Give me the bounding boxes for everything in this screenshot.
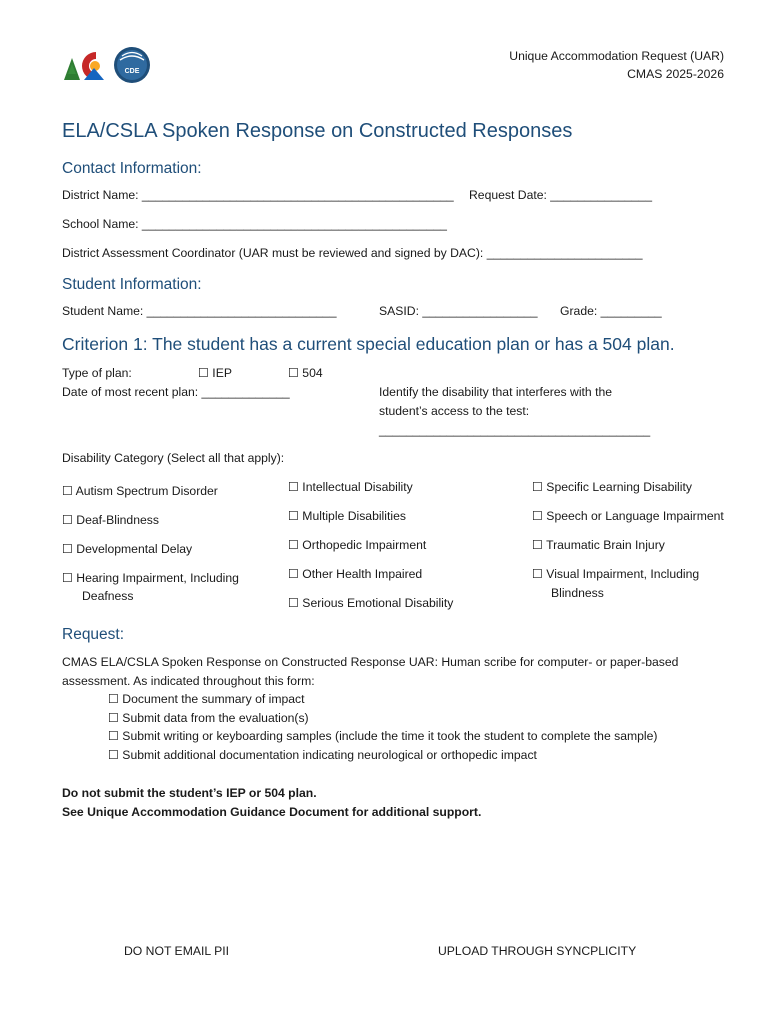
checkbox-speech-language-impairment[interactable]: ☐ Speech or Language Impairment [532,509,724,523]
checkbox-specific-learning-disability[interactable]: ☐ Specific Learning Disability [532,480,692,494]
request-line2: assessment. As indicated throughout this form: [62,674,315,688]
checkbox-intellectual-disability[interactable]: ☐ Intellectual Disability [288,480,413,494]
plan-type-label: Type of plan: [62,366,132,380]
footer-upload: UPLOAD THROUGH SYNCPLICITY [438,944,637,958]
grade-field[interactable]: Grade: _________ [560,304,662,318]
dac-field[interactable]: District Assessment Coordinator (UAR must be reviewed and signed by DAC): _______________________ [62,246,643,260]
plan-504-checkbox[interactable]: ☐ 504 [288,366,323,380]
page-title: ELA/CSLA Spoken Response on Constructed Responses [62,120,573,142]
logo-area [62,44,152,86]
checkbox-traumatic-brain-injury[interactable]: ☐ Traumatic Brain Injury [532,538,665,552]
note-no-iep: Do not submit the student’s IEP or 504 plan. [62,786,317,800]
checkbox-developmental-delay[interactable]: ☐ Developmental Delay [62,542,193,556]
checkbox-serious-emotional-disability[interactable]: ☐ Serious Emotional Disability [288,596,454,610]
request-item-summary[interactable]: ☐ Document the summary of impact [108,692,305,706]
checkbox-multiple-disabilities[interactable]: ☐ Multiple Disabilities [288,509,406,523]
checkbox-visual-impairment[interactable]: ☐ Visual Impairment, Including [532,567,700,581]
checkbox-deaf-blindness[interactable]: ☐ Deaf-Blindness [62,513,159,527]
checkbox-hearing-impairment[interactable]: ☐ Hearing Impairment, Including [62,571,239,585]
colorado-logo [62,44,152,86]
sasid-field[interactable]: SASID: _________________ [379,304,538,318]
checkbox-autism[interactable]: ☐ Autism Spectrum Disorder [62,484,218,498]
disability-category-heading: Disability Category (Select all that apply): [62,451,285,465]
header-line1: Unique Accommodation Request (UAR) [509,49,724,63]
school-name-field[interactable]: School Name: _____________________________________________ [62,217,447,231]
request-date-field[interactable]: Request Date: _______________ [469,188,652,202]
request-item-samples[interactable]: ☐ Submit writing or keyboarding samples (include the time it took the student to complete the sample) [108,729,658,743]
identify-disability-line1: Identify the disability that interferes with the [379,385,613,399]
visual-impairment-continued: Blindness [551,586,604,600]
contact-heading: Contact Information: [62,160,202,177]
student-name-field[interactable]: Student Name: ____________________________ [62,304,337,318]
footer-no-email: DO NOT EMAIL PII [124,944,229,958]
note-guidance: See Unique Accommodation Guidance Document for additional support. [62,805,482,819]
iep-checkbox[interactable]: ☐ IEP [198,366,232,380]
request-heading: Request: [62,626,125,643]
request-item-documentation[interactable]: ☐ Submit additional documentation indicating neurological or orthopedic impact [108,748,537,762]
recent-plan-date-field[interactable]: Date of most recent plan: _____________ [62,385,290,399]
identify-disability-field[interactable]: ________________________________________ [379,423,651,437]
checkbox-orthopedic-impairment[interactable]: ☐ Orthopedic Impairment [288,538,427,552]
district-name-field[interactable]: District Name: ______________________________________________ [62,188,454,202]
request-item-data[interactable]: ☐ Submit data from the evaluation(s) [108,711,309,725]
header-line2: CMAS 2025-2026 [627,67,724,81]
student-heading: Student Information: [62,276,202,293]
request-line1: CMAS ELA/CSLA Spoken Response on Constructed Response UAR: Human scribe for computer- or paper-based [62,655,679,669]
criterion-heading: Criterion 1: The student has a current special education plan or has a 504 plan. [62,334,675,354]
hearing-impairment-continued: Deafness [82,589,134,603]
cde-logo-text: CDE [124,68,140,75]
identify-disability-line2: student’s access to the test: [379,404,530,418]
header-block [509,47,724,83]
checkbox-other-health-impaired[interactable]: ☐ Other Health Impaired [288,567,423,581]
